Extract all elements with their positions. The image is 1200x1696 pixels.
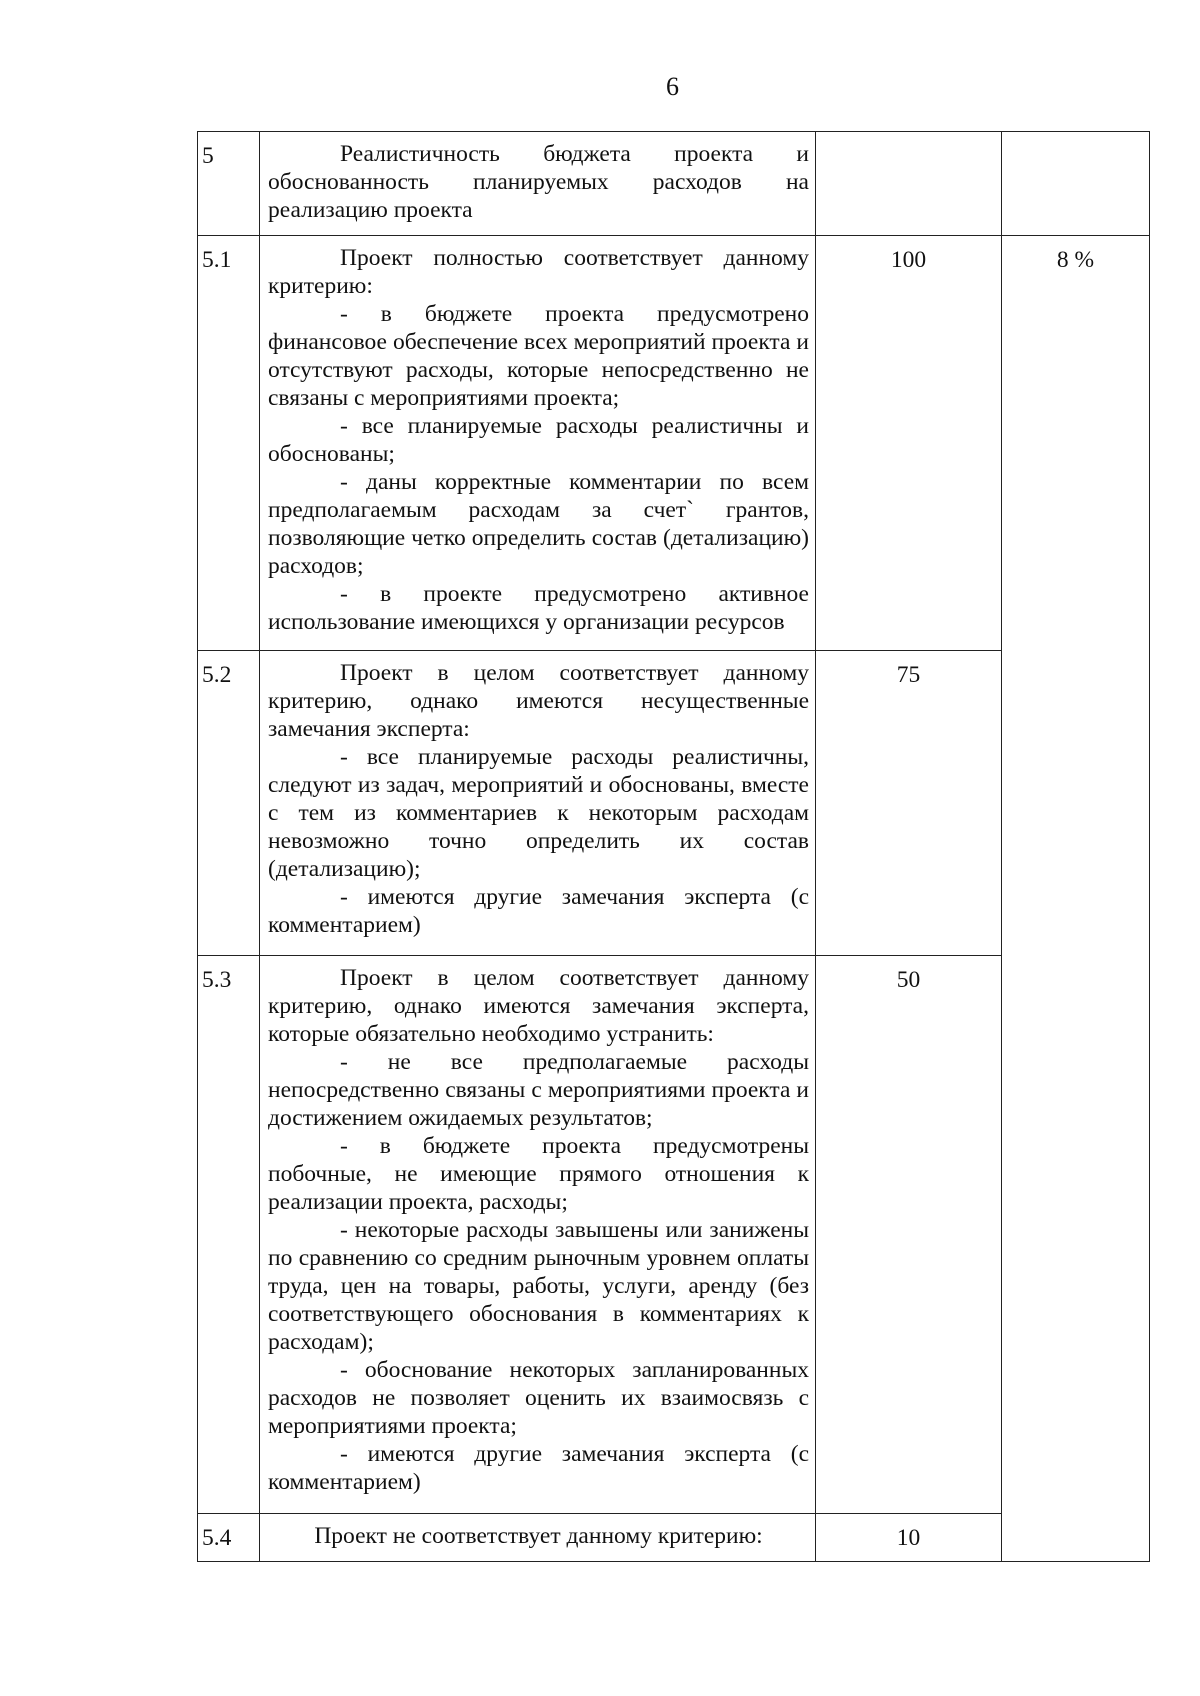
criterion-number: 5: [198, 132, 260, 236]
row-description: [260, 956, 816, 1514]
score-cell-empty: [816, 132, 1002, 236]
row-number: 5.3: [198, 956, 260, 1514]
table-row-header: [198, 132, 1150, 236]
row-score: 75: [816, 651, 1002, 956]
paragraph: - не все предполагаемые расходы непосредственно связаны с мероприятиями проекта и достижением ожидаемых результатов;: [268, 1049, 809, 1131]
paragraph: - обоснование некоторых запланированных расходов не позволяет оценить их взаимосвязь с мероприятиями проекта;: [268, 1357, 809, 1439]
row-description: [260, 1514, 816, 1562]
paragraph: - все планируемые расходы реалистичны и обоснованы;: [268, 413, 809, 467]
paragraph: - в проекте предусмотрено активное использование имеющихся у организации ресурсов: [268, 581, 809, 635]
row-score: 10: [816, 1514, 1002, 1562]
paragraph: Проект полностью соответствует данному критерию:: [268, 245, 809, 299]
row-score: 50: [816, 956, 1002, 1514]
table-row: [198, 236, 1150, 651]
row-score: 100: [816, 236, 1002, 651]
page-number: 6: [666, 72, 679, 101]
row-number: 5.1: [198, 236, 260, 651]
paragraph: - в бюджете проекта предусмотрены побочные, не имеющие прямого отношения к реализации проекта, расходы;: [268, 1133, 809, 1215]
paragraph: Проект в целом соответствует данному критерию, однако имеются замечания эксперта, которые обязательно необходимо устранить:: [268, 965, 809, 1047]
paragraph: - некоторые расходы завышены или занижены по сравнению со средним рыночным уровнем оплаты труда, цен на товары, работы, услуги, аренду (без соответствующего обоснования в комментариях к расходам);: [268, 1217, 809, 1355]
row-number: 5.2: [198, 651, 260, 956]
paragraph: - в бюджете проекта предусмотрено финансовое обеспечение всех мероприятий проекта и отсутствуют расходы, которые непосредственно не связаны с мероприятиями проекта;: [268, 301, 809, 411]
paragraph: Проект не соответствует данному критерию:: [314, 1523, 763, 1549]
weight-cell-empty: [1002, 132, 1150, 236]
criterion-title-text: Реалистичность бюджета проекта и обоснованность планируемых расходов на реализацию проекта: [268, 141, 809, 223]
row-description: [260, 236, 816, 651]
paragraph: - все планируемые расходы реалистичны, следуют из задач, мероприятий и обоснованы, вместе с тем из комментариев к некоторым расходам невозможно точно определить их состав (детализацию);: [268, 744, 809, 882]
row-description: [260, 651, 816, 956]
paragraph: - даны корректные комментарии по всем предполагаемым расходам за счет` грантов, позволяющие четко определить состав (детализацию) расходов;: [268, 469, 809, 579]
criteria-table: [197, 131, 1150, 1562]
row-number: 5.4: [198, 1514, 260, 1562]
criterion-weight: 8 %: [1002, 236, 1150, 1562]
criterion-title: [260, 132, 816, 236]
paragraph: - имеются другие замечания эксперта (с комментарием): [268, 884, 809, 938]
paragraph: - имеются другие замечания эксперта (с комментарием): [268, 1441, 809, 1495]
paragraph: Проект в целом соответствует данному критерию, однако имеются несущественные замечания эксперта:: [268, 660, 809, 742]
